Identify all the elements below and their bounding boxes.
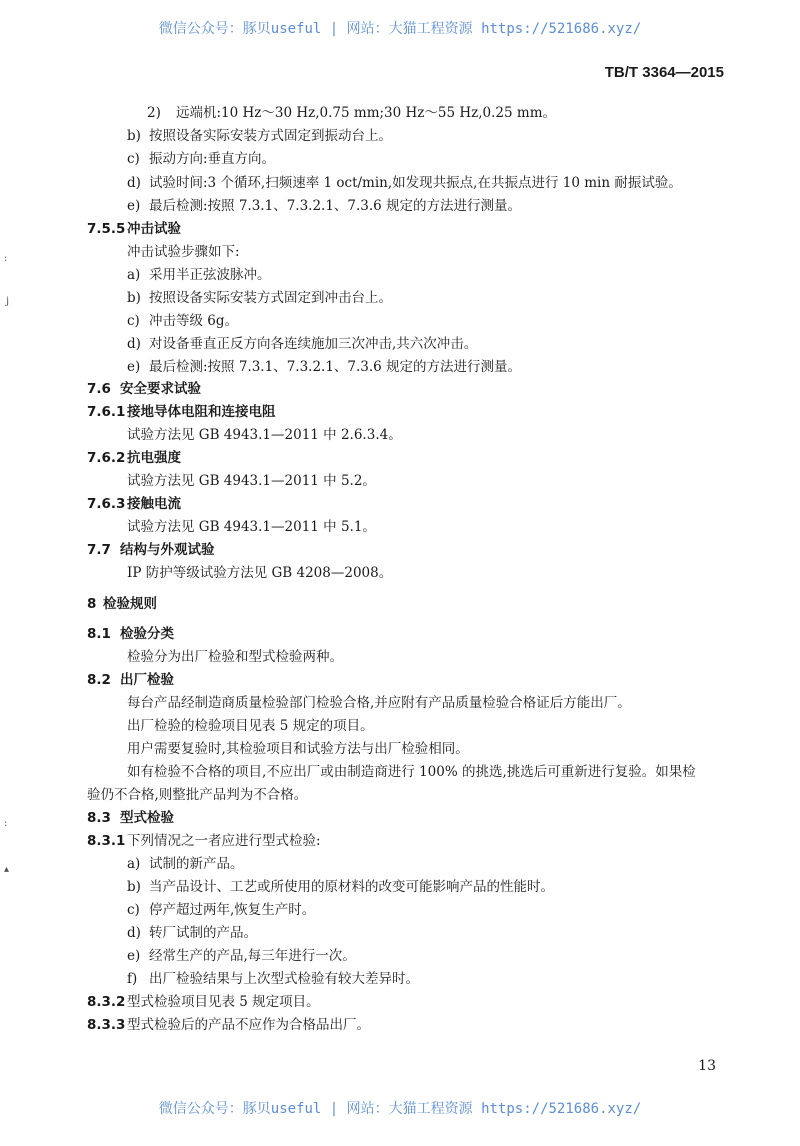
heading-number: 7.7 (87, 542, 111, 558)
heading-number: 8.3 (87, 810, 111, 826)
item-text: 最后检测:按照 7.3.1、7.3.2.1、7.3.6 规定的方法进行测量。 (149, 359, 522, 375)
item-label: c) (127, 151, 140, 167)
item-text: 按照设备实际安装方式固定到冲击台上。 (149, 290, 392, 306)
item-text: 最后检测:按照 7.3.1、7.3.2.1、7.3.6 规定的方法进行测量。 (149, 198, 522, 214)
scan-mark: : (4, 818, 8, 829)
list-item (127, 335, 477, 353)
item-text: 采用半正弦波脉冲。 (149, 267, 271, 283)
heading-number: 7.6 (87, 381, 111, 397)
paragraph: 试验方法见 GB 4943.1—2011 中 5.2。 (127, 473, 376, 489)
item-text: 当产品设计、工艺或所使用的原材料的改变可能影响产品的性能时。 (149, 879, 554, 895)
list-item (127, 855, 244, 873)
heading-7-6-3 (87, 495, 181, 513)
item-text: 振动方向:垂直方向。 (149, 151, 276, 167)
heading-text: 检验分类 (120, 626, 174, 642)
item-label: a) (127, 267, 141, 283)
paragraph: 用户需要复验时,其检验项目和试验方法与出厂检验相同。 (127, 741, 469, 757)
heading-number: 8 (87, 596, 97, 612)
heading-8 (87, 595, 157, 613)
clause-8-3-1 (87, 832, 321, 850)
page-number: 13 (698, 1058, 716, 1074)
list-item (127, 924, 257, 942)
clause-text: 型式检验后的产品不应作为合格品出厂。 (127, 1017, 370, 1033)
list-item (127, 947, 356, 965)
item-text: 对设备垂直正反方向各连续施加三次冲击,共六次冲击。 (149, 336, 478, 352)
list-item (127, 174, 682, 192)
item-text: 经常生产的产品,每三年进行一次。 (149, 948, 356, 964)
heading-number: 7.6.2 (87, 450, 126, 466)
heading-text: 出厂检验 (120, 672, 174, 688)
heading-7-6-1 (87, 403, 276, 421)
paragraph: 试验方法见 GB 4943.1—2011 中 2.6.3.4。 (127, 427, 402, 443)
item-label: b) (127, 879, 141, 895)
list-item (127, 150, 275, 168)
heading-text: 冲击试验 (127, 221, 181, 237)
item-label: b) (127, 290, 141, 306)
item-text: 远端机:10 Hz～30 Hz,0.75 mm;30 Hz～55 Hz,0.25 mm。 (176, 105, 557, 121)
heading-8-1 (87, 625, 174, 643)
item-text: 停产超过两年,恢复生产时。 (149, 902, 316, 918)
heading-7-6 (87, 380, 201, 398)
list-item (127, 197, 521, 215)
clause-text: 下列情况之一者应进行型式检验: (127, 833, 321, 849)
heading-number: 7.6.1 (87, 404, 126, 420)
item-label: d) (127, 925, 141, 941)
watermark-bottom: 微信公众号：豚贝useful | 网站：大猫工程资源 https://521686.xyz/ (158, 1101, 642, 1117)
heading-8-2 (87, 671, 174, 689)
paragraph-continuation: 验仍不合格,则整批产品判为不合格。 (87, 787, 308, 803)
heading-text: 抗电强度 (127, 450, 181, 466)
item-label: e) (127, 948, 141, 964)
list-item (127, 312, 238, 330)
paragraph: 出厂检验的检验项目见表 5 规定的项目。 (127, 718, 374, 734)
list-item (127, 127, 392, 145)
heading-text: 结构与外观试验 (120, 542, 215, 558)
paragraph: 试验方法见 GB 4943.1—2011 中 5.1。 (127, 519, 376, 535)
paragraph: 每台产品经制造商质量检验部门检验合格,并应附有产品质量检验合格证后方能出厂。 (127, 695, 631, 711)
item-label: 2) (147, 105, 161, 121)
item-label: b) (127, 128, 141, 144)
list-item (127, 358, 521, 376)
item-label: e) (127, 359, 141, 375)
paragraph: IP 防护等级试验方法见 GB 4208—2008。 (127, 565, 393, 581)
heading-7-6-2 (87, 449, 181, 467)
clause-8-3-3 (87, 1016, 370, 1034)
list-item (147, 104, 556, 122)
heading-8-3 (87, 809, 174, 827)
document-code: TB/T 3364—2015 (604, 64, 724, 81)
list-item (127, 266, 271, 284)
item-label: c) (127, 313, 140, 329)
item-text: 按照设备实际安装方式固定到振动台上。 (149, 128, 392, 144)
scan-mark: j (6, 296, 10, 307)
heading-7-5-5 (87, 220, 181, 238)
item-label: a) (127, 856, 141, 872)
item-text: 试验时间:3 个循环,扫频速率 1 oct/min,如发现共振点,在共振点进行 10 min 耐振试验。 (149, 175, 682, 191)
list-item (127, 878, 554, 896)
item-text: 转厂试制的产品。 (149, 925, 257, 941)
heading-number: 8.1 (87, 626, 111, 642)
clause-number: 8.3.3 (87, 1017, 126, 1033)
clause-text: 型式检验项目见表 5 规定项目。 (127, 994, 320, 1010)
list-item (127, 289, 392, 307)
item-text: 出厂检验结果与上次型式检验有较大差异时。 (149, 971, 419, 987)
list-item (127, 901, 315, 919)
scan-mark: : (4, 253, 8, 264)
list-item (127, 970, 419, 988)
item-text: 冲击等级 6g。 (149, 313, 239, 329)
heading-number: 8.2 (87, 672, 111, 688)
clause-number: 8.3.1 (87, 833, 126, 849)
heading-text: 接地导体电阻和连接电阻 (127, 404, 276, 420)
scan-mark: ▴ (4, 864, 10, 875)
watermark-top: 微信公众号：豚贝useful | 网站：大猫工程资源 https://521686.xyz/ (158, 21, 642, 37)
item-label: e) (127, 198, 141, 214)
item-label: c) (127, 902, 140, 918)
heading-text: 型式检验 (120, 810, 174, 826)
clause-number: 8.3.2 (87, 994, 126, 1010)
item-text: 试制的新产品。 (149, 856, 244, 872)
clause-8-3-2 (87, 993, 320, 1011)
heading-text: 接触电流 (127, 496, 181, 512)
item-label: d) (127, 336, 141, 352)
heading-7-7 (87, 541, 215, 559)
paragraph: 检验分为出厂检验和型式检验两种。 (127, 649, 343, 665)
item-label: f) (127, 971, 138, 987)
paragraph: 冲击试验步骤如下: (127, 244, 240, 260)
heading-text: 检验规则 (103, 596, 157, 612)
paragraph: 如有检验不合格的项目,不应出厂或由制造商进行 100% 的挑选,挑选后可重新进行复验。如果检 (127, 764, 696, 780)
heading-number: 7.5.5 (87, 221, 126, 237)
heading-number: 7.6.3 (87, 496, 126, 512)
heading-text: 安全要求试验 (120, 381, 201, 397)
item-label: d) (127, 175, 141, 191)
